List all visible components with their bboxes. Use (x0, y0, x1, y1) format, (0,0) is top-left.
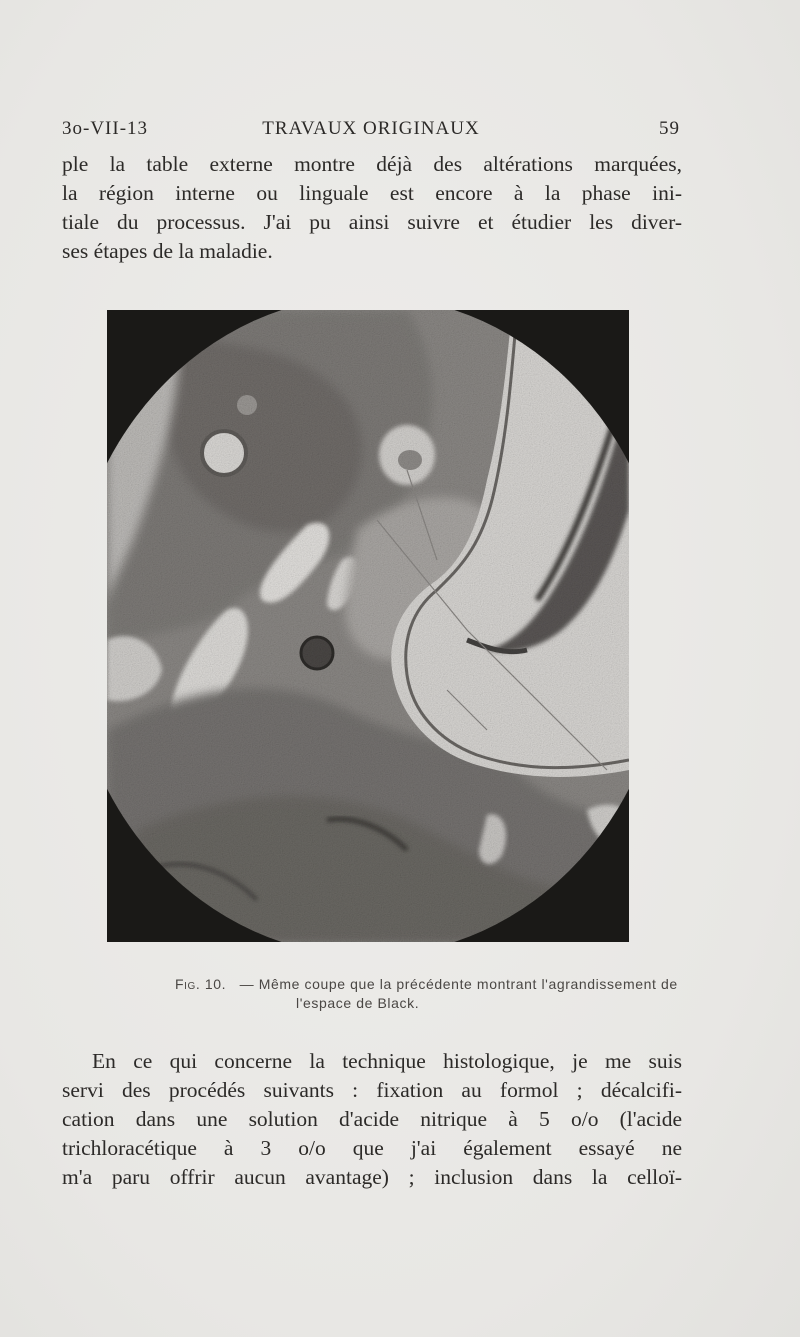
text-line: ses étapes de la maladie. (62, 239, 273, 263)
caption-line-2: l'espace de Black. (296, 995, 420, 1011)
text-line: tiale du processus. J'ai pu ainsi suivre et étudier les diver- (62, 210, 682, 234)
header-date: 3o-VII-13 (62, 118, 149, 139)
paragraph-top (62, 150, 682, 266)
header-section-title: TRAVAUX ORIGINAUX (262, 118, 480, 139)
paragraph-bottom (62, 1047, 682, 1192)
text-line: m'a paru offrir aucun avantage) ; inclusion dans la celloï- (62, 1165, 682, 1189)
caption-line-1 (175, 975, 690, 994)
page-number: 59 (659, 118, 680, 139)
micrograph-image (107, 310, 629, 942)
figure-caption (175, 975, 690, 1013)
text-line: la région interne ou linguale est encore à la phase ini- (62, 181, 682, 205)
text-line: En ce qui concerne la technique histologique, je me suis (92, 1049, 682, 1073)
caption-text: — Même coupe que la précédente montrant l'agrandissement de (239, 976, 678, 992)
micrograph-figure (107, 310, 629, 942)
text-line: servi des procédés suivants : fixation au formol ; décalcifi- (62, 1078, 682, 1102)
text-line: ple la table externe montre déjà des altérations marquées, (62, 152, 682, 176)
running-header (62, 118, 680, 148)
figure-label: Fig. 10. (175, 976, 227, 992)
text-line: trichloracétique à 3 o/o que j'ai également essayé ne (62, 1136, 682, 1160)
text-line: cation dans une solution d'acide nitrique à 5 o/o (l'acide (62, 1107, 682, 1131)
